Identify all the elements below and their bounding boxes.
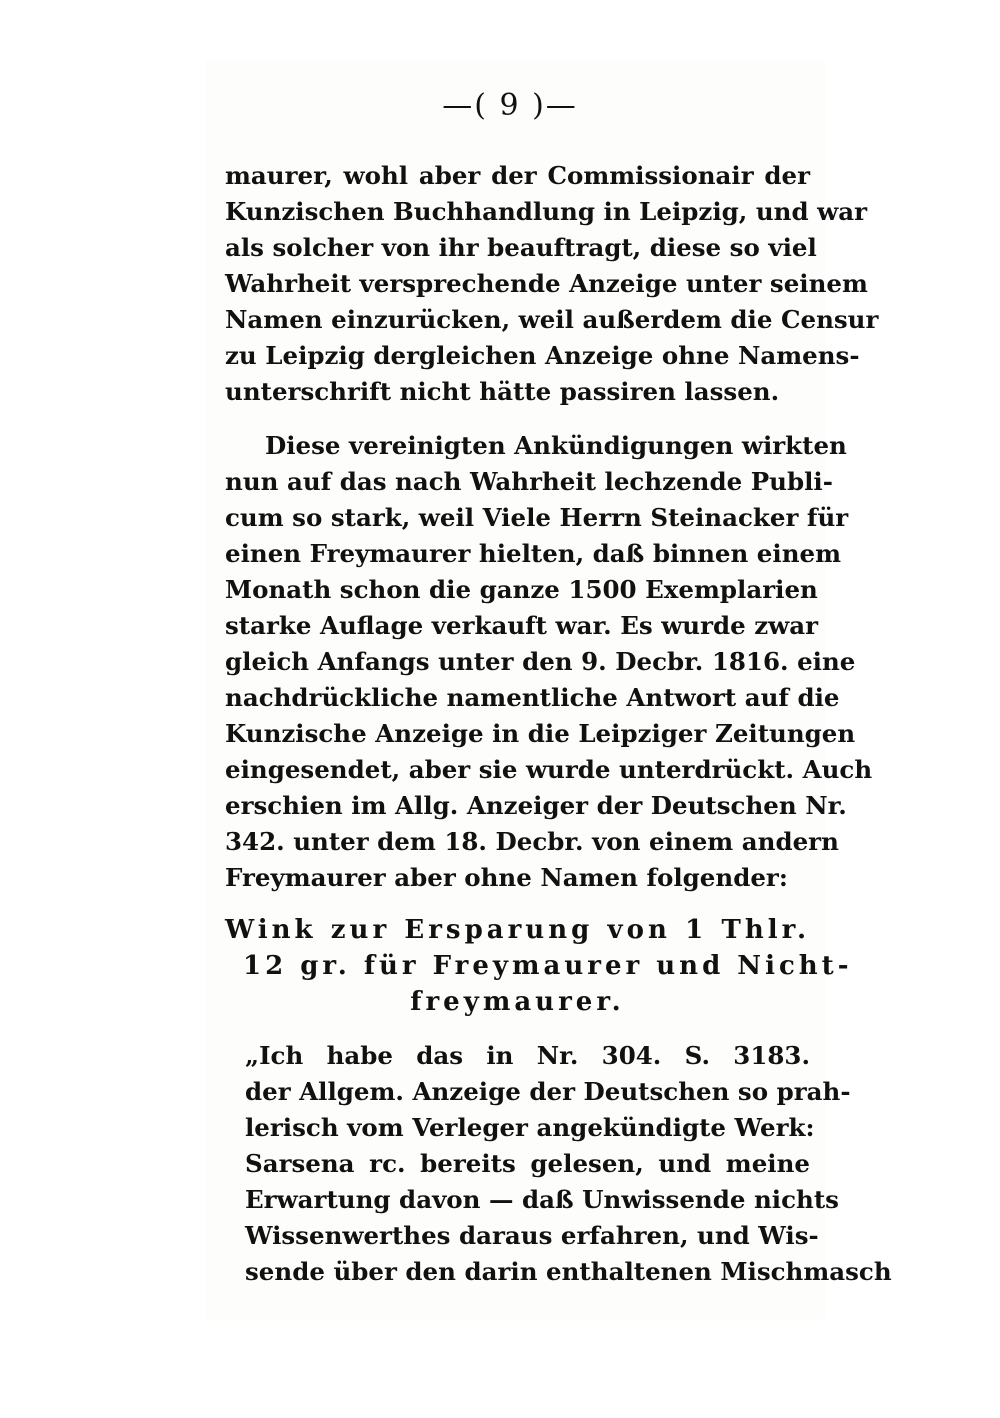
page-number: —( 9 )— xyxy=(442,88,578,123)
paragraph-main xyxy=(225,428,873,896)
text-line: cum so stark, weil Viele Herrn Steinacker für xyxy=(225,503,849,532)
text-line: Sarsena rc. bereits gelesen, und meine xyxy=(245,1149,810,1178)
text-line: eingesendet, aber sie wurde unterdrückt. Auch xyxy=(225,755,873,784)
text-line: gleich Anfangs unter den 9. Decbr. 1816. eine xyxy=(225,647,856,676)
text-line: Freymaurer aber ohne Namen folgender: xyxy=(225,863,788,892)
text-line: Namen einzurücken, weil außerdem die Censur xyxy=(225,305,879,334)
text-line: Monath schon die ganze 1500 Exemplarien xyxy=(225,575,818,604)
heading-line: freymaurer. xyxy=(410,987,625,1017)
text-line: starke Auflage verkauft war. Es wurde zwar xyxy=(225,611,819,640)
text-line: Erwartung davon — daß Unwissende nichts xyxy=(245,1185,839,1214)
text-line: erschien im Allg. Anzeiger der Deutschen Nr. xyxy=(225,791,847,820)
quoted-text xyxy=(245,1038,892,1290)
heading-line: 12 gr. für Freymaurer und Nicht- xyxy=(243,951,853,981)
text-line: zu Leipzig dergleichen Anzeige ohne Namens- xyxy=(225,341,860,370)
text-line: als solcher von ihr beauftragt, diese so viel xyxy=(225,233,817,262)
heading-line: Wink zur Ersparung von 1 Thlr. xyxy=(225,915,810,945)
text-line: Wissenwerthes daraus erfahren, und Wis- xyxy=(245,1221,819,1250)
text-line: Kunzische Anzeige in die Leipziger Zeitungen xyxy=(225,719,856,748)
section-heading xyxy=(225,912,853,1020)
text-line: der Allgem. Anzeige der Deutschen so prah- xyxy=(245,1077,851,1106)
text-line: 342. unter dem 18. Decbr. von einem andern xyxy=(225,827,839,856)
text-line: „Ich habe das in Nr. 304. S. 3183. xyxy=(245,1041,810,1070)
text-line: nachdrückliche namentliche Antwort auf die xyxy=(225,683,840,712)
text-line: unterschrift nicht hätte passiren lassen. xyxy=(225,377,780,406)
text-line: nun auf das nach Wahrheit lechzende Publi- xyxy=(225,467,833,496)
text-line: Diese vereinigten Ankündigungen wirkten xyxy=(265,431,847,460)
text-line: sende über den darin enthaltenen Mischmasch xyxy=(245,1257,892,1286)
text-line: Kunzischen Buchhandlung in Leipzig, und war xyxy=(225,197,868,226)
text-line: einen Freymaurer hielten, daß binnen einem xyxy=(225,539,842,568)
text-line: lerisch vom Verleger angekündigte Werk: xyxy=(245,1113,815,1142)
paragraph-continuation xyxy=(225,158,879,410)
text-line: maurer, wohl aber der Commissionair der xyxy=(225,161,810,190)
text-line: Wahrheit versprechende Anzeige unter seinem xyxy=(225,269,868,298)
